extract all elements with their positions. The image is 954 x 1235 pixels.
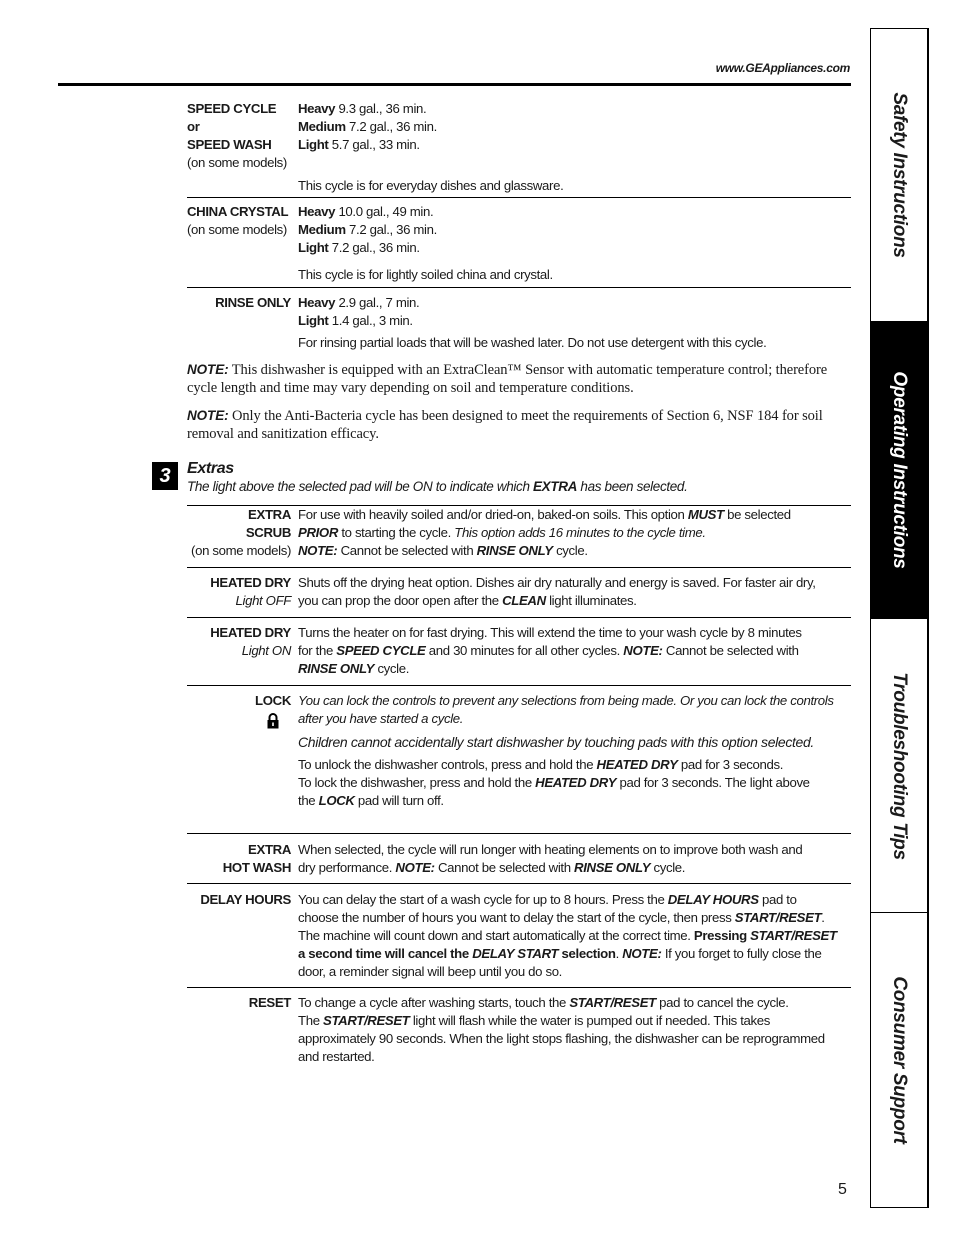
level-name: Medium [298, 119, 346, 134]
text: pad to cancel the cycle. [655, 995, 789, 1010]
cycle-label [187, 203, 297, 239]
cycle-label-line: or [187, 119, 200, 134]
level-value: 7.2 gal., 36 min. [345, 222, 437, 237]
step-number-badge: 3 [152, 462, 178, 490]
cycle-sub: (on some models) [187, 155, 287, 170]
emph: RINSE ONLY [476, 543, 553, 558]
label-line: EXTRA [248, 842, 291, 857]
level-value: 1.4 gal., 3 min. [328, 313, 413, 328]
text: The machine will count down and start automatically at the correct time. [298, 928, 694, 943]
cycle-label [187, 294, 291, 312]
emph: START/RESET [569, 995, 656, 1010]
subtitle-text: has been selected. [577, 479, 688, 494]
extra-scrub-text [298, 506, 851, 560]
tab-troubleshooting-tips[interactable] [871, 619, 927, 912]
label-line: DELAY HOURS [200, 892, 291, 907]
text: you can prop the door open after the [298, 593, 503, 608]
emph: NOTE: [395, 860, 435, 875]
emph: SPEED CYCLE [336, 643, 426, 658]
extra-hot-wash-label [187, 841, 291, 877]
level-value: 7.2 gal., 36 min. [328, 240, 420, 255]
emph: NOTE: [623, 643, 663, 658]
level-name: Heavy [298, 101, 336, 116]
cycle-levels [298, 100, 851, 195]
heated-dry-off-text [298, 574, 851, 610]
text: . [821, 910, 825, 925]
cycle-levels [298, 203, 851, 284]
level-name: Medium [298, 222, 346, 237]
label-line: RESET [248, 995, 291, 1010]
text: If you forget to fully close the [661, 946, 822, 961]
bold-text: Pressing [693, 928, 751, 943]
extras-title: Extras [187, 460, 234, 477]
cycle-description: This cycle is for lightly soiled china and crystal. [298, 267, 553, 282]
text: When selected, the cycle will run longer with heating elements on to improve both wash and [298, 842, 803, 857]
emph: DELAY START [472, 946, 559, 961]
text: approximately 90 seconds. When the light stops flashing, the dishwasher can be reprogrammed [298, 1031, 825, 1046]
text: and restarted. [298, 1049, 375, 1064]
text: The [298, 1013, 323, 1028]
text: pad to [758, 892, 797, 907]
italic-text: Children cannot accidentally start dishwasher by touching pads with this option selected. [298, 734, 814, 750]
text: cycle. [374, 661, 410, 676]
emph: RINSE ONLY [298, 661, 375, 676]
text: light illuminates. [545, 593, 637, 608]
heated-dry-on-text [298, 624, 851, 678]
emph: START/RESET [734, 910, 822, 925]
level-name: Light [298, 313, 329, 328]
italic-text: This option adds 16 minutes to the cycle time. [454, 525, 706, 540]
cycle-description: For rinsing partial loads that will be washed later. Do not use detergent with this cycle. [298, 335, 767, 350]
text: Shuts off the drying heat option. Dishes air dry naturally and energy is saved. For faster air dry, [298, 575, 816, 590]
text: cycle. [552, 543, 588, 558]
note-label: NOTE: [187, 362, 229, 377]
website-url: www.GEAppliances.com [715, 61, 850, 75]
tab-label: Troubleshooting Tips [889, 671, 910, 860]
emph: DELAY HOURS [667, 892, 759, 907]
emph: PRIOR [298, 525, 339, 540]
text: choose the number of hours you want to delay the start of the cycle, then press [298, 910, 735, 925]
emph: NOTE: [298, 543, 338, 558]
text: You can delay the start of a wash cycle for up to 8 hours. Press the [298, 892, 668, 907]
text: . [615, 946, 623, 961]
emph: CLEAN [502, 593, 546, 608]
lock-label [187, 692, 291, 710]
cycle-label-line: RINSE ONLY [215, 295, 291, 310]
level-name: Light [298, 137, 329, 152]
text: pad for 3 seconds. The light above [616, 775, 810, 790]
text: door, a reminder signal will beep until you do so. [298, 964, 562, 979]
text: To lock the dishwasher, press and hold the [298, 775, 536, 790]
subtitle-text: The light above the selected pad will be ON to indicate which [187, 479, 534, 494]
level-name: Heavy [298, 295, 336, 310]
level-value: 7.2 gal., 36 min. [345, 119, 437, 134]
text: Cannot be selected with [337, 543, 477, 558]
cycle-sub: (on some models) [187, 222, 287, 237]
text: To change a cycle after washing starts, touch the [298, 995, 570, 1010]
heated-dry-off-label [187, 574, 291, 610]
text: be selected [723, 507, 791, 522]
divider [187, 197, 851, 198]
cycle-label-line: SPEED CYCLE [187, 101, 277, 116]
text: pad for 3 seconds. [677, 757, 784, 772]
tab-label: Consumer Support [889, 976, 910, 1144]
section-side-tabs [870, 28, 929, 1208]
page-number: 5 [838, 1181, 847, 1198]
lock-text [298, 692, 851, 810]
cycle-label [187, 100, 291, 172]
text: cycle. [650, 860, 686, 875]
level-value: 10.0 gal., 49 min. [335, 204, 434, 219]
level-value: 2.9 gal., 7 min. [335, 295, 420, 310]
note-text: This dishwasher is equipped with an ExtraClean™ Sensor with automatic temperature control; therefore cycle length and time may vary depending on soil and temperature conditions. [187, 362, 828, 396]
emph: LOCK [318, 793, 355, 808]
extra-scrub-label [187, 506, 291, 560]
label-line: HOT WASH [222, 860, 291, 875]
label-sub: Light ON [241, 643, 291, 658]
emph: RINSE ONLY [574, 860, 651, 875]
level-name: Light [298, 240, 329, 255]
emph: MUST [687, 507, 724, 522]
label-sub: Light OFF [235, 593, 291, 608]
divider [187, 287, 851, 288]
note-extraclean [187, 361, 851, 397]
text: to starting the cycle. [338, 525, 455, 540]
tab-consumer-support[interactable] [871, 913, 927, 1207]
tab-safety-instructions[interactable] [871, 29, 927, 321]
header-rule [58, 83, 851, 86]
label-line: EXTRA [248, 507, 291, 522]
text: the [298, 793, 319, 808]
tab-label: Operating Instructions [889, 371, 910, 569]
cycle-label-line: CHINA CRYSTAL [187, 204, 289, 219]
delay-hours-label [187, 891, 291, 909]
extra-hot-wash-text [298, 841, 851, 877]
label-line: LOCK [255, 693, 291, 708]
divider [187, 617, 851, 618]
text: To unlock the dishwasher controls, press and hold the [298, 757, 597, 772]
label-line: HEATED DRY [210, 575, 291, 590]
delay-hours-text [298, 891, 851, 981]
bold-text: a second time will cancel the [298, 946, 473, 961]
label-sub: (on some models) [191, 543, 291, 558]
text: Cannot be selected with [662, 643, 799, 658]
text: For use with heavily soiled and/or dried-on, baked-on soils. This option [298, 507, 688, 522]
tab-label: Safety Instructions [889, 92, 910, 258]
text: Cannot be selected with [434, 860, 575, 875]
heated-dry-on-label [187, 624, 291, 660]
cycle-levels [298, 294, 851, 352]
note-text: Only the Anti-Bacteria cycle has been designed to meet the requirements of Section 6, NSF 184 for soil removal and sanitization efficacy. [187, 408, 823, 442]
emph: HEATED DRY [596, 757, 678, 772]
level-name: Heavy [298, 204, 336, 219]
subtitle-emph: EXTRA [533, 479, 578, 494]
emph: HEATED DRY [535, 775, 617, 790]
emph: START/RESET [323, 1013, 410, 1028]
divider [187, 685, 851, 686]
extras-subtitle [187, 479, 851, 494]
label-line: SCRUB [245, 525, 291, 540]
note-anti-bacteria [187, 407, 851, 443]
bold-text: selection [558, 946, 616, 961]
text: light will flash while the water is pumped out if needed. This takes [409, 1013, 770, 1028]
reset-text [298, 994, 851, 1066]
divider [187, 883, 851, 884]
text: for the [298, 643, 337, 658]
cycle-label-line: SPEED WASH [187, 137, 272, 152]
note-label: NOTE: [187, 408, 229, 423]
emph: NOTE: [622, 946, 662, 961]
divider [187, 987, 851, 988]
italic-text: You can lock the controls to prevent any selections from being made. Or you can lock the controls after you have started a cycle. [298, 693, 834, 726]
tab-operating-instructions[interactable] [871, 321, 927, 619]
divider [187, 833, 851, 834]
text: Turns the heater on for fast drying. This will extend the time to your wash cycle by 8 minutes [298, 625, 802, 640]
emph: START/RESET [750, 928, 837, 943]
level-value: 9.3 gal., 36 min. [335, 101, 427, 116]
reset-label [187, 994, 291, 1012]
text: dry performance. [298, 860, 396, 875]
level-value: 5.7 gal., 33 min. [328, 137, 420, 152]
divider [187, 567, 851, 568]
text: pad will turn off. [354, 793, 444, 808]
padlock-icon [266, 713, 280, 729]
cycle-description: This cycle is for everyday dishes and glassware. [298, 178, 564, 193]
label-line: HEATED DRY [210, 625, 291, 640]
text: and 30 minutes for all other cycles. [425, 643, 624, 658]
